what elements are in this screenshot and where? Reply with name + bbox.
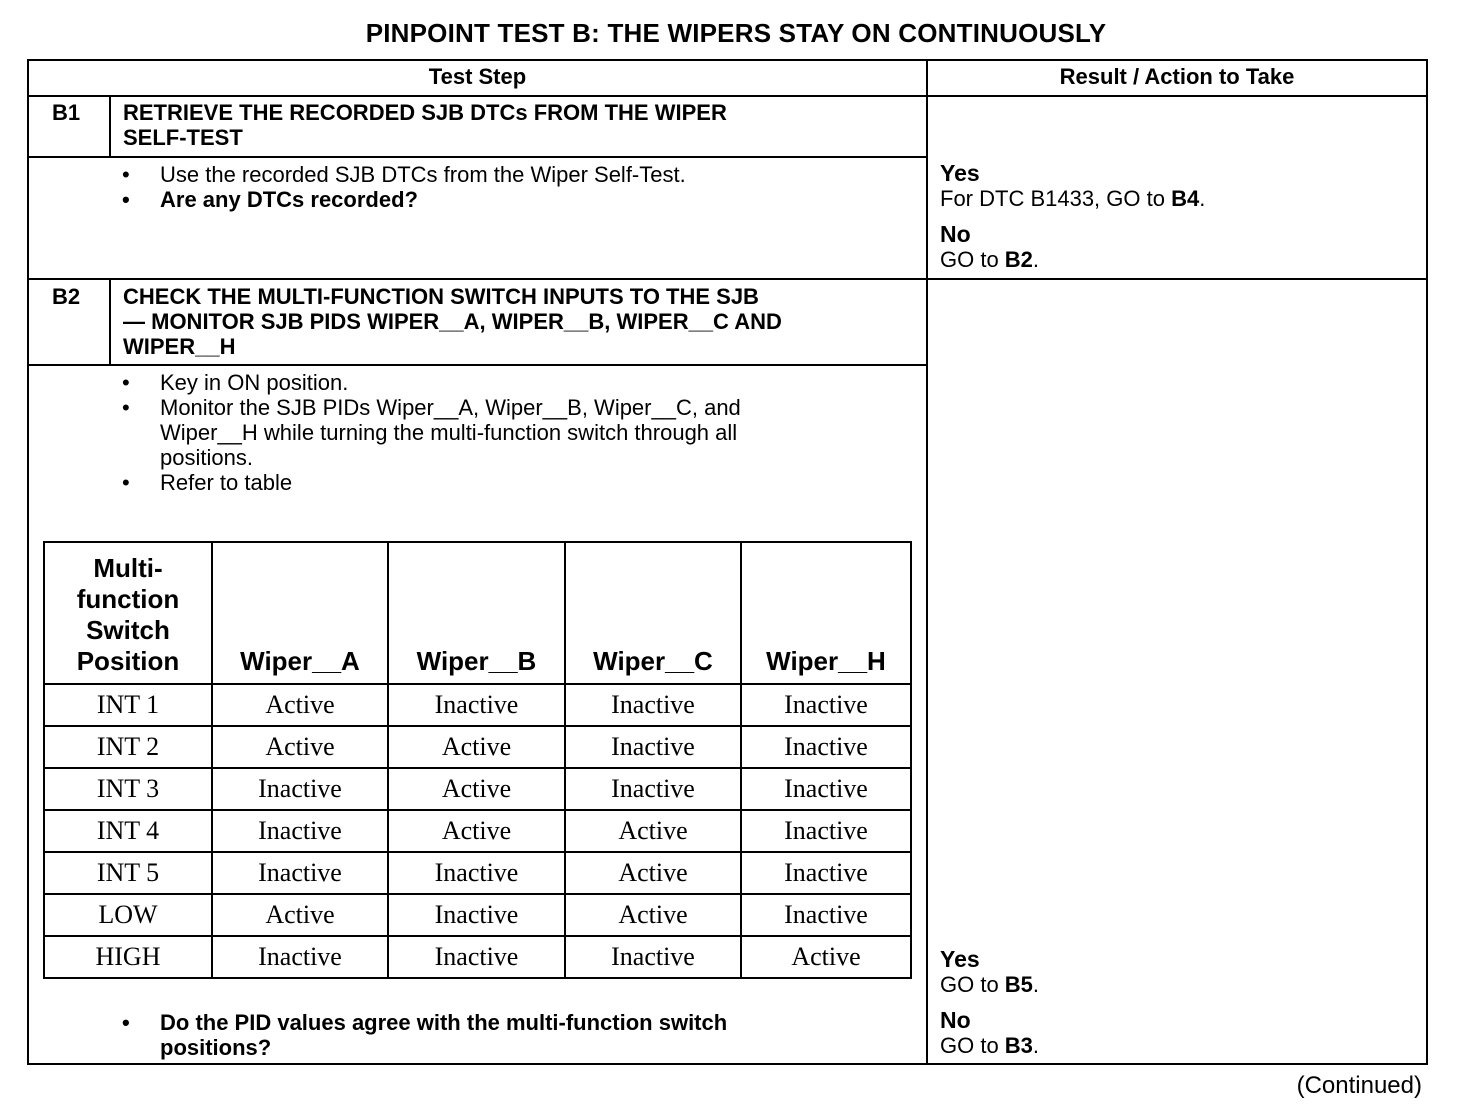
table-cell: Inactive [741, 726, 911, 768]
column-header-position: Multi- function Switch Position [44, 542, 212, 684]
table-cell: Active [565, 894, 741, 936]
b2-bullets [122, 370, 741, 495]
table-row [44, 852, 911, 894]
table-cell: Inactive [388, 894, 565, 936]
table-cell: Active [212, 684, 388, 726]
continued-note: (Continued) [1296, 1072, 1422, 1099]
bullet-item: • Use the recorded SJB DTCs from the Wiper Self-Test. [122, 162, 686, 187]
b2-question [122, 1010, 727, 1060]
table-cell: Inactive [212, 768, 388, 810]
step-id-b1: B1 [52, 100, 81, 125]
yes-label: Yes [940, 946, 980, 972]
table-cell: Inactive [388, 852, 565, 894]
column-header: Wiper__B [388, 542, 565, 684]
bullet-question: • Do the PID values agree with the multi-function switch positions? [122, 1010, 727, 1060]
table-cell: HIGH [44, 936, 212, 978]
yes-action: For DTC B1433, GO to B4. [940, 186, 1206, 211]
table-cell: Inactive [388, 684, 565, 726]
table-cell: Active [565, 852, 741, 894]
table-row [44, 684, 911, 726]
table-row [44, 768, 911, 810]
step-id-b2: B2 [52, 284, 81, 309]
step-title-line: — MONITOR SJB PIDS WIPER__A, WIPER__B, WIPER__C AND [123, 309, 782, 334]
step-link-b5: B5 [1004, 972, 1033, 997]
step-title-line: WIPER__H [123, 334, 236, 359]
table-cell: Inactive [212, 810, 388, 852]
table-cell: Active [388, 768, 565, 810]
b2-result [940, 946, 1039, 1058]
table-row [44, 810, 911, 852]
no-action: GO to B3. [940, 1033, 1040, 1058]
yes-label: Yes [940, 160, 980, 186]
table-cell: INT 1 [44, 684, 212, 726]
table-cell: INT 2 [44, 726, 212, 768]
table-cell: INT 3 [44, 768, 212, 810]
bullet-question: • Are any DTCs recorded? [122, 187, 686, 212]
pid-table [43, 541, 912, 979]
table-cell: Active [212, 894, 388, 936]
table-cell: Inactive [565, 684, 741, 726]
step-title-b1 [123, 100, 727, 150]
table-row [44, 936, 911, 978]
header-test-step: Test Step [428, 64, 527, 89]
yes-action: GO to B5. [940, 972, 1040, 997]
table-cell: Inactive [741, 768, 911, 810]
step-title-line: RETRIEVE THE RECORDED SJB DTCs FROM THE WIPER [123, 100, 727, 125]
step-title-b2 [123, 284, 782, 359]
table-cell: Inactive [741, 852, 911, 894]
table-cell: Inactive [565, 726, 741, 768]
no-label: No [940, 1007, 971, 1033]
table-cell: INT 5 [44, 852, 212, 894]
table-cell: Active [565, 810, 741, 852]
pid-table-header [44, 542, 911, 684]
b1-bullets [122, 162, 686, 212]
column-header: Wiper__C [565, 542, 741, 684]
table-cell: Inactive [388, 936, 565, 978]
table-cell: Inactive [741, 684, 911, 726]
table-row [44, 894, 911, 936]
bullet-item: • Monitor the SJB PIDs Wiper__A, Wiper__B, Wiper__C, and Wiper__H while turning the multi-function switch through all positions. [122, 395, 741, 470]
table-cell: Active [388, 810, 565, 852]
table-cell: Active [388, 726, 565, 768]
table-row [44, 726, 911, 768]
table-cell: Inactive [565, 768, 741, 810]
table-cell: Active [741, 936, 911, 978]
column-header: Wiper__H [741, 542, 911, 684]
table-cell: Inactive [565, 936, 741, 978]
bullet-item: • Refer to table [122, 470, 741, 495]
table-cell: Inactive [212, 852, 388, 894]
header-result: Result / Action to Take [1059, 64, 1295, 89]
step-link-b4: B4 [1171, 186, 1200, 211]
no-action: GO to B2. [940, 247, 1040, 272]
table-cell: LOW [44, 894, 212, 936]
table-cell: Inactive [741, 810, 911, 852]
b1-result [940, 160, 1205, 272]
table-cell: Active [212, 726, 388, 768]
step-link-b3: B3 [1004, 1033, 1033, 1058]
table-cell: Inactive [212, 936, 388, 978]
column-header: Wiper__A [212, 542, 388, 684]
step-link-b2: B2 [1004, 247, 1033, 272]
step-title-line: SELF-TEST [123, 125, 243, 150]
step-title-line: CHECK THE MULTI-FUNCTION SWITCH INPUTS TO THE SJB [123, 284, 759, 309]
no-label: No [940, 221, 971, 247]
page-title: PINPOINT TEST B: THE WIPERS STAY ON CONTINUOUSLY [365, 18, 1107, 48]
table-cell: INT 4 [44, 810, 212, 852]
bullet-item: • Key in ON position. [122, 370, 741, 395]
table-cell: Inactive [741, 894, 911, 936]
